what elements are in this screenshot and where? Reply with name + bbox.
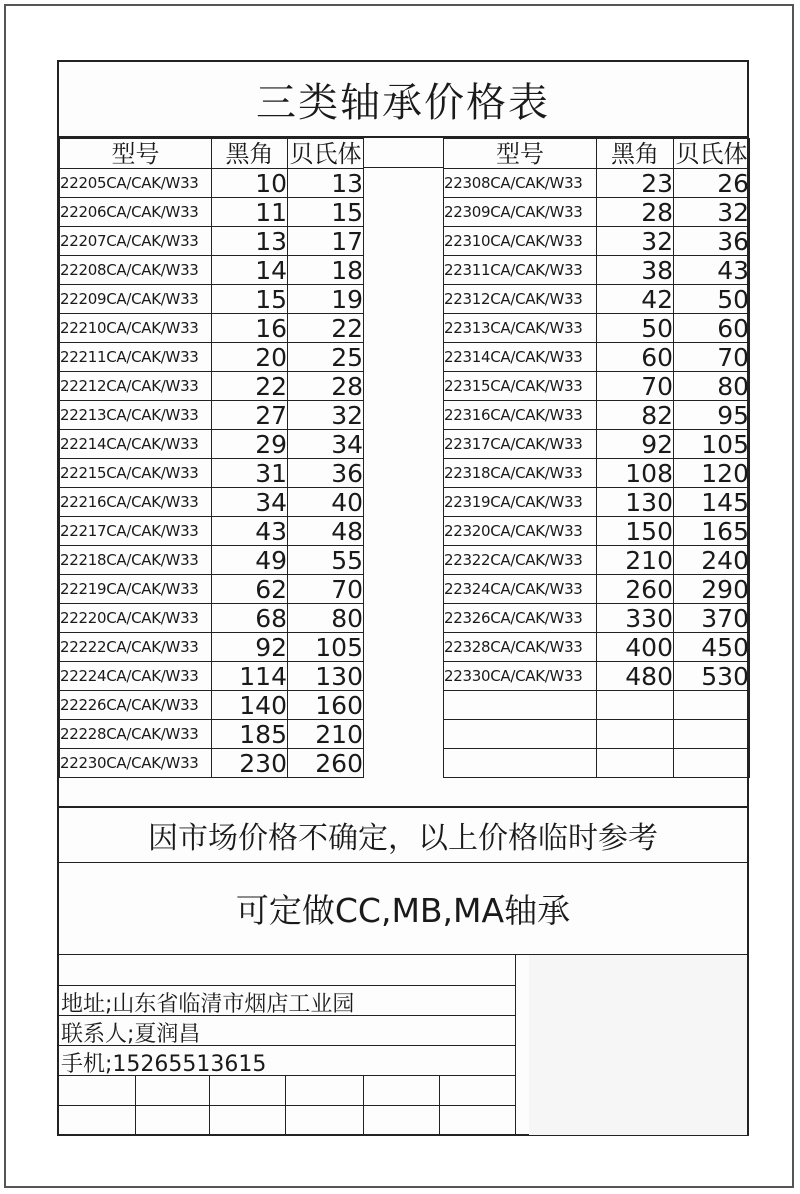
table-row: [60, 401, 364, 430]
table-row: [60, 343, 364, 372]
black-price-cell: 16: [212, 314, 288, 343]
bainite-price-cell: 60: [674, 314, 750, 343]
bainite-price-cell: 26: [674, 169, 750, 198]
table-row: [444, 169, 750, 198]
table-row: [60, 691, 364, 720]
black-price-cell: 23: [597, 169, 674, 198]
table-row: [60, 372, 364, 401]
bainite-price-cell: 290: [674, 575, 750, 604]
model-cell: 22311CA/CAK/W33: [444, 256, 597, 285]
header-black: 黑角: [212, 139, 288, 169]
black-price-cell: 15: [212, 285, 288, 314]
model-cell: 22322CA/CAK/W33: [444, 546, 597, 575]
contact-address: 地址;山东省临清市烟店工业园: [61, 992, 355, 1017]
model-cell: 22312CA/CAK/W33: [444, 285, 597, 314]
header-gap: [363, 138, 443, 168]
bainite-price-cell: [674, 691, 750, 720]
header-model: 型号: [60, 139, 212, 169]
table-row: [60, 749, 364, 778]
black-price-cell: 31: [212, 459, 288, 488]
model-cell: 22213CA/CAK/W33: [60, 401, 212, 430]
bainite-price-cell: 13: [288, 169, 364, 198]
model-cell: 22330CA/CAK/W33: [444, 662, 597, 691]
model-cell: 22324CA/CAK/W33: [444, 575, 597, 604]
model-cell: 22309CA/CAK/W33: [444, 198, 597, 227]
black-price-cell: 185: [212, 720, 288, 749]
bainite-price-cell: 260: [288, 749, 364, 778]
black-price-cell: 108: [597, 459, 674, 488]
black-price-cell: [597, 720, 674, 749]
bainite-price-cell: 28: [288, 372, 364, 401]
model-cell: 22308CA/CAK/W33: [444, 169, 597, 198]
bainite-price-cell: [674, 720, 750, 749]
bainite-price-cell: 130: [288, 662, 364, 691]
bainite-price-cell: 34: [288, 430, 364, 459]
bainite-price-cell: 32: [288, 401, 364, 430]
model-cell: 22210CA/CAK/W33: [60, 314, 212, 343]
bainite-price-cell: 55: [288, 546, 364, 575]
table-row: [60, 198, 364, 227]
custom-order-note: 可定做CC,MB,MA轴承: [59, 862, 747, 954]
model-cell: 22209CA/CAK/W33: [60, 285, 212, 314]
model-cell: 22218CA/CAK/W33: [60, 546, 212, 575]
header-black: 黑角: [597, 139, 674, 169]
black-price-cell: 42: [597, 285, 674, 314]
model-cell: 22216CA/CAK/W33: [60, 488, 212, 517]
black-price-cell: 260: [597, 575, 674, 604]
model-cell: 22217CA/CAK/W33: [60, 517, 212, 546]
bainite-price-cell: 160: [288, 691, 364, 720]
redacted-area: [529, 955, 747, 1135]
table-row: [60, 488, 364, 517]
empty-row: [444, 749, 750, 778]
black-price-cell: 38: [597, 256, 674, 285]
black-price-cell: 150: [597, 517, 674, 546]
black-price-cell: 29: [212, 430, 288, 459]
black-price-cell: 14: [212, 256, 288, 285]
bainite-price-cell: [674, 749, 750, 778]
model-cell: 22211CA/CAK/W33: [60, 343, 212, 372]
bainite-price-cell: 15: [288, 198, 364, 227]
model-cell: 22326CA/CAK/W33: [444, 604, 597, 633]
bainite-price-cell: 165: [674, 517, 750, 546]
header-bainite: 贝氏体: [289, 139, 362, 168]
black-price-cell: 82: [597, 401, 674, 430]
model-cell: 22314CA/CAK/W33: [444, 343, 597, 372]
model-cell: 22205CA/CAK/W33: [60, 169, 212, 198]
black-price-cell: 70: [597, 372, 674, 401]
table-row: [60, 459, 364, 488]
black-price-cell: 49: [212, 546, 288, 575]
table-row: [60, 575, 364, 604]
bainite-price-cell: 50: [674, 285, 750, 314]
bainite-price-cell: 105: [288, 633, 364, 662]
page-title: 三类轴承价格表: [59, 62, 747, 138]
black-price-cell: 140: [212, 691, 288, 720]
bainite-price-cell: 36: [674, 227, 750, 256]
model-cell: 22214CA/CAK/W33: [60, 430, 212, 459]
black-price-cell: 400: [597, 633, 674, 662]
table-row: [60, 633, 364, 662]
empty-row: [444, 720, 750, 749]
black-price-cell: 20: [212, 343, 288, 372]
black-price-cell: 92: [597, 430, 674, 459]
model-cell: 22208CA/CAK/W33: [60, 256, 212, 285]
bainite-price-cell: 25: [288, 343, 364, 372]
black-price-cell: 68: [212, 604, 288, 633]
bainite-price-cell: 145: [674, 488, 750, 517]
bainite-price-cell: 105: [674, 430, 750, 459]
black-price-cell: 130: [597, 488, 674, 517]
black-price-cell: 32: [597, 227, 674, 256]
model-cell: 22317CA/CAK/W33: [444, 430, 597, 459]
table-row: [444, 575, 750, 604]
bainite-price-cell: 36: [288, 459, 364, 488]
price-table-right: [443, 138, 750, 778]
contact-person: 联系人;夏润昌: [61, 1022, 201, 1047]
table-row: [444, 430, 750, 459]
contact-phone: 手机;15265513615: [61, 1052, 267, 1077]
model-cell: 22320CA/CAK/W33: [444, 517, 597, 546]
bainite-price-cell: 80: [674, 372, 750, 401]
model-cell: 22316CA/CAK/W33: [444, 401, 597, 430]
black-price-cell: 50: [597, 314, 674, 343]
model-cell: [444, 749, 597, 778]
model-cell: 22206CA/CAK/W33: [60, 198, 212, 227]
model-cell: [444, 720, 597, 749]
black-price-cell: 11: [212, 198, 288, 227]
table-row: [60, 227, 364, 256]
bainite-price-cell: 95: [674, 401, 750, 430]
contact-section: [59, 954, 747, 1136]
bainite-price-cell: 32: [674, 198, 750, 227]
bainite-price-cell: 120: [674, 459, 750, 488]
black-price-cell: 480: [597, 662, 674, 691]
table-row: [444, 488, 750, 517]
model-cell: 22310CA/CAK/W33: [444, 227, 597, 256]
table-row: [444, 227, 750, 256]
model-cell: 22315CA/CAK/W33: [444, 372, 597, 401]
black-price-cell: 34: [212, 488, 288, 517]
table-row: [60, 314, 364, 343]
table-row: [60, 285, 364, 314]
bainite-price-cell: 210: [288, 720, 364, 749]
model-cell: 22224CA/CAK/W33: [60, 662, 212, 691]
black-price-cell: 114: [212, 662, 288, 691]
bainite-price-cell: 43: [674, 256, 750, 285]
bainite-price-cell: 17: [288, 227, 364, 256]
model-cell: 22319CA/CAK/W33: [444, 488, 597, 517]
model-cell: 22228CA/CAK/W33: [60, 720, 212, 749]
bainite-price-cell: 530: [674, 662, 750, 691]
black-price-cell: [597, 691, 674, 720]
table-row: [60, 256, 364, 285]
model-cell: 22230CA/CAK/W33: [60, 749, 212, 778]
header-bainite: 贝氏体: [675, 139, 748, 168]
black-price-cell: 210: [597, 546, 674, 575]
model-cell: 22220CA/CAK/W33: [60, 604, 212, 633]
bainite-price-cell: 48: [288, 517, 364, 546]
model-cell: 22222CA/CAK/W33: [60, 633, 212, 662]
table-row: [444, 459, 750, 488]
table-row: [60, 546, 364, 575]
bainite-price-cell: 450: [674, 633, 750, 662]
table-row: [60, 720, 364, 749]
bainite-price-cell: 80: [288, 604, 364, 633]
model-cell: 22215CA/CAK/W33: [60, 459, 212, 488]
black-price-cell: 22: [212, 372, 288, 401]
model-cell: 22328CA/CAK/W33: [444, 633, 597, 662]
bainite-price-cell: 40: [288, 488, 364, 517]
price-sheet: [57, 60, 749, 1136]
model-cell: 22219CA/CAK/W33: [60, 575, 212, 604]
model-cell: 22313CA/CAK/W33: [444, 314, 597, 343]
table-row: [444, 314, 750, 343]
black-price-cell: 330: [597, 604, 674, 633]
black-price-cell: 230: [212, 749, 288, 778]
bainite-price-cell: 240: [674, 546, 750, 575]
table-row: [444, 546, 750, 575]
black-price-cell: 60: [597, 343, 674, 372]
black-price-cell: 62: [212, 575, 288, 604]
black-price-cell: 13: [212, 227, 288, 256]
black-price-cell: 10: [212, 169, 288, 198]
table-row: [60, 604, 364, 633]
black-price-cell: 28: [597, 198, 674, 227]
bainite-price-cell: 22: [288, 314, 364, 343]
header-model: 型号: [444, 139, 597, 169]
black-price-cell: 27: [212, 401, 288, 430]
table-row: [444, 372, 750, 401]
bainite-price-cell: 18: [288, 256, 364, 285]
bainite-price-cell: 70: [288, 575, 364, 604]
table-row: [444, 401, 750, 430]
model-cell: 22207CA/CAK/W33: [60, 227, 212, 256]
table-row: [60, 517, 364, 546]
black-price-cell: 43: [212, 517, 288, 546]
model-cell: 22226CA/CAK/W33: [60, 691, 212, 720]
empty-row: [444, 691, 750, 720]
table-row: [444, 633, 750, 662]
table-row: [444, 285, 750, 314]
price-notice: 因市场价格不确定，以上价格临时参考: [59, 806, 747, 862]
table-row: [444, 343, 750, 372]
table-row: [60, 169, 364, 198]
bainite-price-cell: 370: [674, 604, 750, 633]
bainite-price-cell: 19: [288, 285, 364, 314]
model-cell: [444, 691, 597, 720]
model-cell: 22318CA/CAK/W33: [444, 459, 597, 488]
model-cell: 22212CA/CAK/W33: [60, 372, 212, 401]
table-row: [60, 430, 364, 459]
black-price-cell: [597, 749, 674, 778]
table-row: [444, 604, 750, 633]
table-row: [444, 517, 750, 546]
table-row: [60, 662, 364, 691]
bainite-price-cell: 70: [674, 343, 750, 372]
table-row: [444, 256, 750, 285]
table-row: [444, 662, 750, 691]
table-row: [444, 198, 750, 227]
price-table-left: [59, 138, 364, 778]
black-price-cell: 92: [212, 633, 288, 662]
